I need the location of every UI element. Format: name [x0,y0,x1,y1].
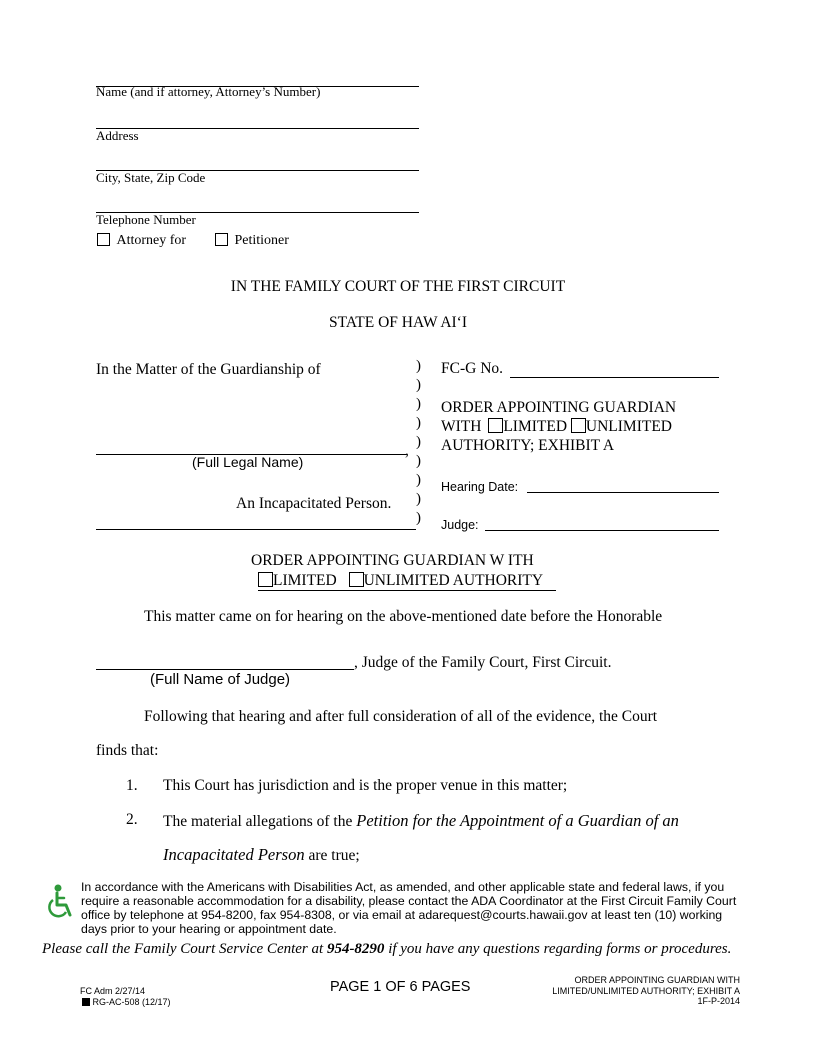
judge-suffix: , Judge of the Family Court, First Circuit. [354,654,612,671]
hearing-date-line[interactable] [527,492,719,493]
heading-limited-label: LIMITED [273,572,337,589]
incapacitated-label: An Incapacitated Person. [236,495,392,512]
caption-paren: ) [416,453,421,469]
rg-code: RG-AC-508 (12/17) [92,997,171,1007]
para2-line2: finds that: [96,742,159,759]
fcg-number-line[interactable] [510,377,719,378]
full-name-judge-label: (Full Name of Judge) [150,671,291,688]
limited-checkbox[interactable] [488,418,503,433]
order-title-line3: AUTHORITY; EXHIBIT A [441,437,615,454]
page-number: PAGE 1 OF 6 PAGES [330,979,471,995]
service-center-suffix: if you have any questions regarding forms or procedures. [388,941,732,957]
rg-code-group [82,997,171,1007]
item2-petition-title: Petition for the Appointment of a Guardian of an [356,811,679,830]
item2-line2 [163,845,360,865]
unlimited-label: UNLIMITED [585,418,672,435]
matter-label: In the Matter of the Guardianship of [96,361,321,378]
item2-petition-title-2: Incapacitated Person [163,845,305,864]
form-id: FC Adm 2/27/14 [80,986,146,996]
city-label: City, State, Zip Code [96,170,206,185]
footer-right-line: ORDER APPOINTING GUARDIAN WITH [574,975,740,985]
footer-right-line: LIMITED/UNLIMITED AUTHORITY; EXHIBIT A [552,985,740,996]
heading-underline [258,590,556,591]
ada-line: office by telephone at 954-8200, fax 954-8308, or via email at adarequest@courts.hawaii.gov at least ten (10) working [81,908,723,922]
with-label: WITH [441,418,482,435]
order-heading-line2 [258,572,543,590]
ada-line: In accordance with the Americans with Disabilities Act, as amended, and other applicable state and federal laws, if you [81,880,725,894]
phone-label: Telephone Number [96,212,196,227]
petitioner-group [215,233,289,249]
caption-paren: ) [416,396,421,412]
footer-right [520,975,740,1007]
item2-line1 [163,811,679,831]
unlimited-checkbox[interactable] [571,418,586,433]
court-state: STATE OF HAW AIʻI [328,314,468,331]
item1-number: 1. [126,777,138,794]
order-title-line2 [441,418,672,436]
service-center-notice [42,941,731,958]
judge-name-line[interactable] [96,669,354,670]
ada-line: require a reasonable accommodation for a disability, please contact the ADA Coordinator at the First Circuit Family Court [81,894,737,908]
caption-paren: ) [416,415,421,431]
caption-paren: ) [416,491,421,507]
petitioner-checkbox[interactable] [215,233,228,246]
wheelchair-icon [44,884,76,920]
petitioner-label: Petitioner [234,233,289,248]
ada-notice [81,880,736,936]
para2-line1: Following that hearing and after full consideration of all of the evidence, the Court [144,708,658,725]
court-title: IN THE FAMILY COURT OF THE FIRST CIRCUIT [230,278,566,295]
item1-text: This Court has jurisdiction and is the proper venue in this matter; [163,777,568,794]
item2-number: 2. [126,811,138,828]
para1: This matter came on for hearing on the above-mentioned date before the Honorable [144,608,663,625]
attorney-for-checkbox[interactable] [97,233,110,246]
address-line[interactable] [96,128,419,129]
fcg-label: FC-G No. [441,360,504,377]
service-center-phone: 954-8290 [326,941,385,957]
heading-unlimited-checkbox[interactable] [349,572,364,587]
full-legal-name-label: (Full Legal Name) [192,454,304,470]
heading-unlimited-label: UNLIMITED AUTHORITY [363,572,544,589]
footer-right-line: 1F-P-2014 [697,996,740,1006]
caption-comma: , [405,442,409,459]
item2-text-b: are true; [308,847,360,864]
judge-line[interactable] [485,530,719,531]
caption-bottom-line [96,529,416,530]
item2-text-a: The material allegations of the [163,813,353,830]
attorney-for-group [97,233,186,249]
hearing-date-label: Hearing Date: [441,480,519,494]
name-label: Name (and if attorney, Attorney’s Number) [96,84,321,99]
accessibility-icon [82,998,90,1006]
caption-paren: ) [416,510,421,526]
caption-paren: ) [416,358,421,374]
address-label: Address [96,128,139,143]
caption-paren: ) [416,472,421,488]
heading-limited-checkbox[interactable] [258,572,273,587]
order-heading-line1: ORDER APPOINTING GUARDIAN W ITH [251,552,534,569]
limited-label: LIMITED [503,418,568,435]
caption-paren: ) [416,377,421,393]
caption-paren: ) [416,434,421,450]
attorney-for-label: Attorney for [116,233,187,248]
judge-label: Judge: [441,518,479,532]
ada-line: days prior to your hearing or appointment date. [81,922,337,936]
order-title-line1: ORDER APPOINTING GUARDIAN [441,399,677,416]
service-center-prefix: Please call the Family Court Service Center at [42,941,324,957]
